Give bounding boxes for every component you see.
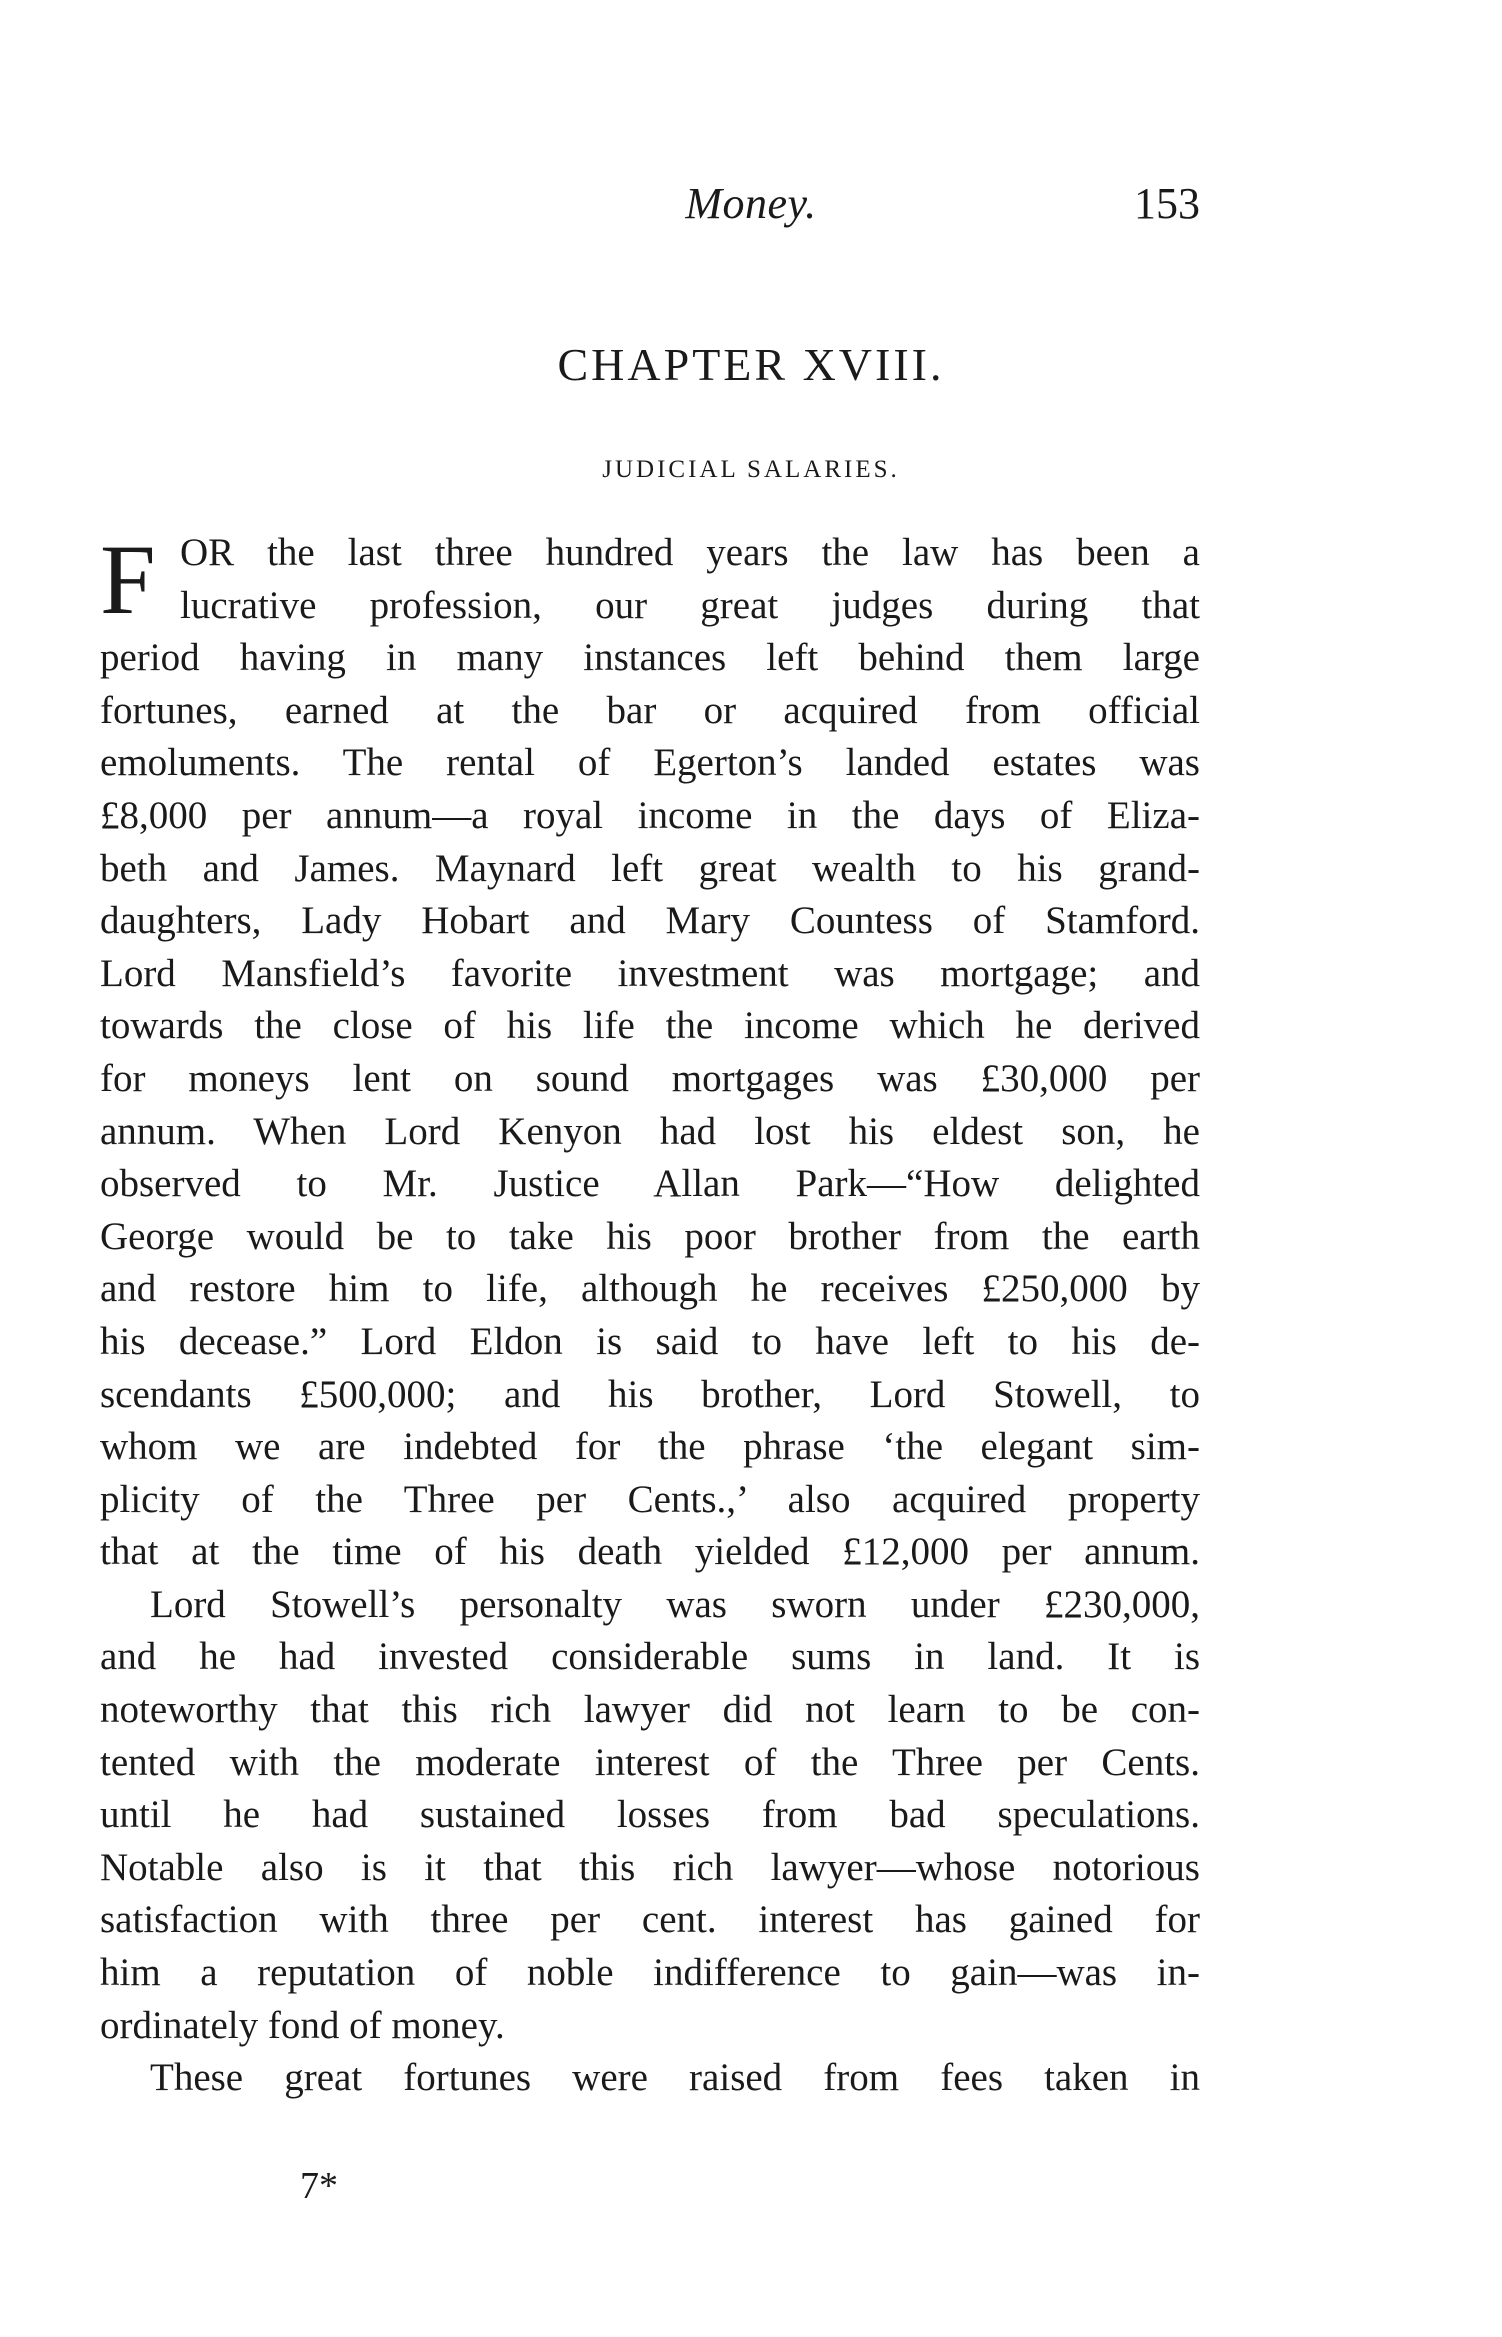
text-line: lucrative profession, our great judges during that	[180, 583, 1200, 627]
text-line: Lord Stowell’s personalty was sworn under £230,000,	[150, 1582, 1200, 1626]
chapter-subheading: JUDICIAL SALARIES.	[602, 456, 900, 483]
text-line: fortunes, earned at the bar or acquired from official	[100, 688, 1200, 732]
text-line: observed to Mr. Justice Allan Park—“How delighted	[100, 1162, 1200, 1206]
signature-mark: 7*	[300, 2165, 338, 2207]
text-line: until he had sustained losses from bad speculations.	[100, 1793, 1200, 1837]
text-line: Lord Mansfield’s favorite investment was mortgage; and	[100, 951, 1200, 995]
text-line: his decease.” Lord Eldon is said to have left to his de-	[100, 1319, 1200, 1363]
text-line: for moneys lent on sound mortgages was £30,000 per	[100, 1056, 1200, 1100]
text-line: These great fortunes were raised from fees taken in	[150, 2056, 1200, 2100]
text-line: scendants £500,000; and his brother, Lord Stowell, to	[100, 1372, 1200, 1416]
text-line: whom we are indebted for the phrase ‘the elegant sim-	[100, 1425, 1200, 1469]
text-line: plicity of the Three per Cents.,’ also acquired property	[100, 1477, 1200, 1521]
drop-cap-letter: F	[100, 524, 156, 635]
text-line: towards the close of his life the income which he derived	[100, 1004, 1200, 1048]
text-line: daughters, Lady Hobart and Mary Countess of Stamford.	[100, 899, 1200, 943]
text-line: him a reputation of noble indifference to gain—was in-	[100, 1951, 1200, 1995]
text-line: annum. When Lord Kenyon had lost his eldest son, he	[100, 1109, 1200, 1153]
text-line: George would be to take his poor brother from the earth	[100, 1214, 1200, 1258]
text-line: Notable also is it that this rich lawyer—whose notorious	[100, 1845, 1200, 1889]
text-line: beth and James. Maynard left great wealth to his grand-	[100, 846, 1200, 890]
text-line: and he had invested considerable sums in land. It is	[100, 1635, 1200, 1679]
text-line: tented with the moderate interest of the Three per Cents.	[100, 1740, 1200, 1784]
chapter-heading: CHAPTER XVIII.	[557, 339, 945, 390]
text-line: and restore him to life, although he receives £250,000 by	[100, 1267, 1200, 1311]
running-title: Money.	[685, 179, 817, 228]
text-line: OR the last three hundred years the law has been a	[180, 531, 1200, 574]
text-line: emoluments. The rental of Egerton’s landed estates was	[100, 741, 1200, 785]
body-text	[100, 524, 1200, 2105]
text-line: period having in many instances left behind them large	[100, 636, 1200, 680]
text-line: noteworthy that this rich lawyer did not learn to be con-	[100, 1688, 1200, 1732]
text-line: that at the time of his death yielded £12,000 per annum.	[100, 1530, 1200, 1574]
page-number: 153	[1134, 179, 1200, 228]
text-line: satisfaction with three per cent. interest has gained for	[100, 1898, 1200, 1942]
text-line: £8,000 per annum—a royal income in the days of Eliza-	[100, 793, 1200, 837]
text-line: ordinately fond of money.	[100, 2003, 505, 2047]
